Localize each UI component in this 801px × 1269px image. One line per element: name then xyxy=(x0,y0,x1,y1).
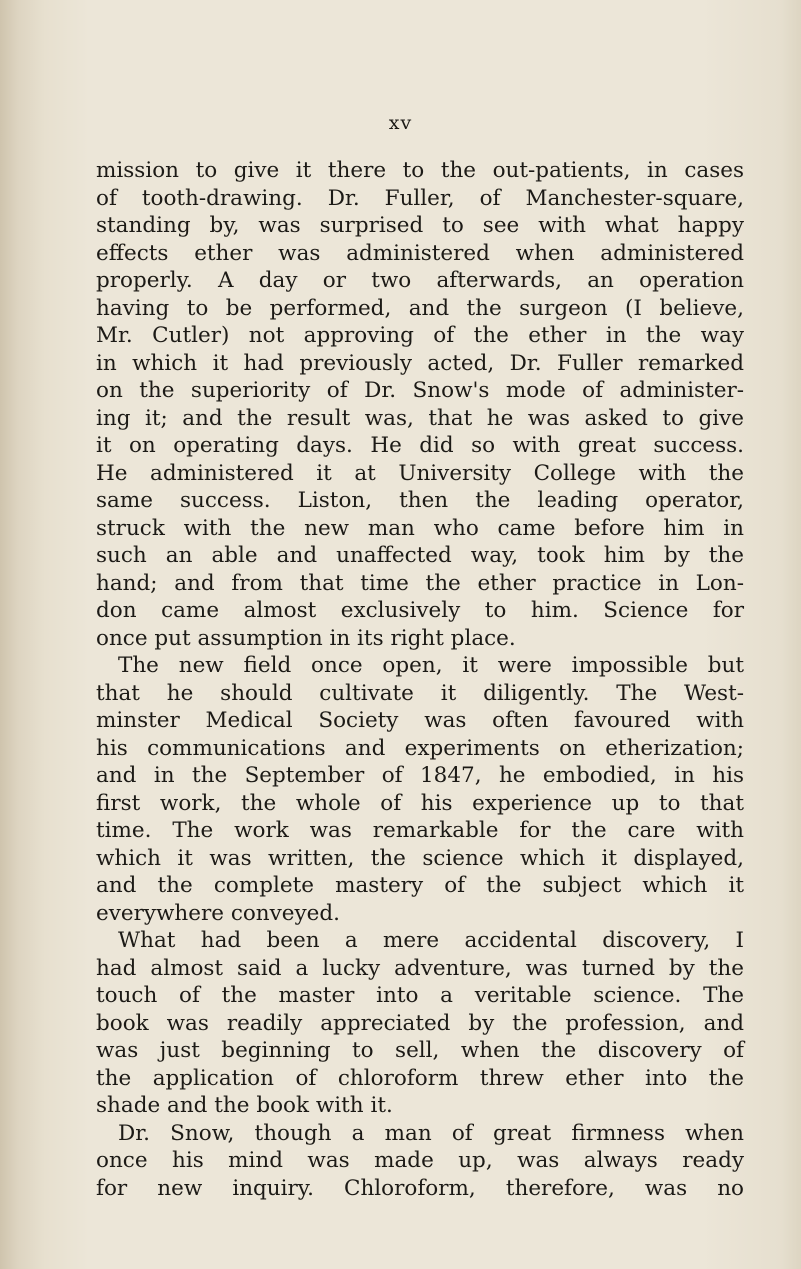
text-line: it on operating days. He did so with great success. xyxy=(96,433,744,458)
text-line: ing it; and the result was, that he was asked to give xyxy=(96,405,744,431)
text-line: mission to give it there to the out-patients, in cases xyxy=(96,158,744,183)
text-line: hand; and from that time the ether practice in Lon- xyxy=(96,570,744,596)
text-line: was just beginning to sell, when the discovery of xyxy=(96,1038,744,1063)
text-line: and in the September of 1847, he embodied, in his xyxy=(96,763,744,788)
text-line: minster Medical Society was often favoured with xyxy=(96,708,744,733)
text-line: shade and the book with it. xyxy=(96,1093,393,1118)
text-line: Mr. Cutler) not approving of the ether in the way xyxy=(96,323,744,348)
page-number: xv xyxy=(388,112,413,134)
text-line: book was readily appreciated by the profession, and xyxy=(96,1010,744,1036)
text-line: for new inquiry. Chloroform, therefore, was no xyxy=(96,1175,744,1201)
text-line: time. The work was remarkable for the care with xyxy=(96,818,744,843)
text-line: such an able and unaffected way, took him by the xyxy=(96,543,744,568)
text-line: standing by, was surprised to see with what happy xyxy=(96,213,744,238)
text-line: which it was written, the science which it displayed, xyxy=(96,845,744,871)
body-text xyxy=(96,157,744,1202)
text-line: once his mind was made up, was always ready xyxy=(96,1148,744,1173)
text-line: had almost said a lucky adventure, was turned by the xyxy=(96,955,744,981)
text-line: touch of the master into a veritable science. The xyxy=(96,983,744,1008)
text-line: that he should cultivate it diligently. The West- xyxy=(96,680,744,706)
text-line: everywhere conveyed. xyxy=(96,900,340,926)
text-line: Dr. Snow, though a man of great firmness when xyxy=(118,1120,744,1146)
text-line: the application of chloroform threw ether into the xyxy=(96,1065,744,1091)
text-line: same success. Liston, then the leading operator, xyxy=(96,488,744,513)
text-line: effects ether was administered when administered xyxy=(96,240,744,266)
text-line: properly. A day or two afterwards, an operation xyxy=(96,268,744,293)
text-line: What had been a mere accidental discovery, I xyxy=(118,928,744,953)
text-line: of tooth-drawing. Dr. Fuller, of Manchester-square, xyxy=(96,185,744,211)
text-line: once put assumption in its right place. xyxy=(96,625,516,651)
text-line: The new field once open, it were impossible but xyxy=(118,653,744,678)
text-line: on the superiority of Dr. Snow's mode of administer- xyxy=(96,378,744,403)
text-line: his communications and experiments on etherization; xyxy=(96,735,744,761)
text-line: and the complete mastery of the subject which it xyxy=(96,873,744,898)
text-line: struck with the new man who came before him in xyxy=(96,515,744,541)
text-line: He administered it at University College with the xyxy=(96,460,744,486)
text-line: having to be performed, and the surgeon (I believe, xyxy=(96,295,744,321)
text-line: first work, the whole of his experience up to that xyxy=(96,790,744,816)
text-line: in which it had previously acted, Dr. Fuller remarked xyxy=(96,350,744,376)
text-line: don came almost exclusively to him. Science for xyxy=(96,598,744,623)
